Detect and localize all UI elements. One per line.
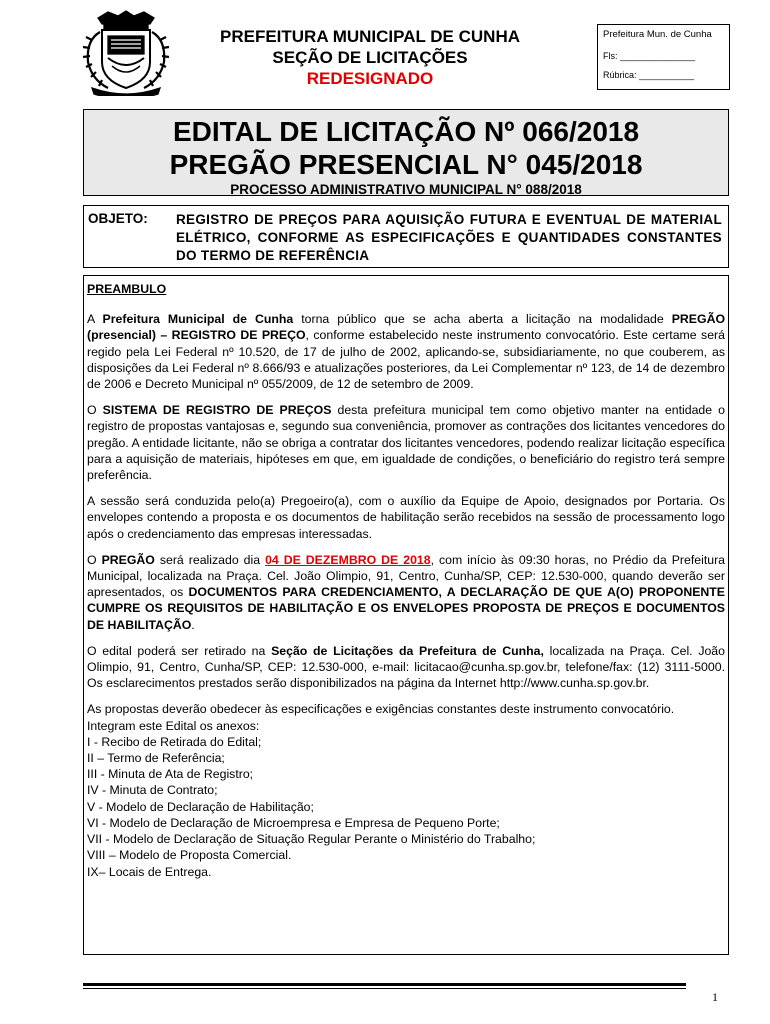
paragraph-6: As propostas deverão obedecer às especificações e exigências constantes deste instrumento convocatório.	[87, 702, 675, 717]
p1-c: torna público que se acha aberta a licitação na modalidade	[293, 312, 672, 327]
p2-b: SISTEMA DE REGISTRO DE PREÇOS	[102, 403, 332, 418]
list-item: III - Minuta de Ata de Registro;	[87, 767, 254, 782]
edital-title-box	[83, 109, 729, 196]
p2-c: desta prefeitura municipal tem como objetivo manter na entidade o registro de propostas vantajosas e, segundo sua conveniência, promover as contrações dos licitantes vencedores do pregão. A entidade licitante, não se obriga a contratar dos licitantes vencedores, podendo realizar licitação específica para a aquisição de materiais, hipóteses em que, em igualdade de condições, o beneficiário do registro terá sempre preferência.	[87, 403, 726, 483]
p5-c: localizada na Praça. Cel. João Olimpio, 91, Centro, Cunha/SP, CEP: 12.530-000, e-mail: licitacao@cunha.sp.gov.br, telefone/fax: (12) 3111-5000. Os esclarecimentos prestados serão disponibilizados na página da Internet http://www.cunha.sp.gov.br.	[87, 643, 725, 691]
paragraph-2	[87, 402, 725, 483]
objeto-box	[83, 205, 729, 268]
stamp-title: Prefeitura Mun. de Cunha	[603, 29, 712, 40]
preambulo-section	[83, 275, 729, 955]
header-line-2: SEÇÃO DE LICITAÇÕES	[272, 48, 468, 67]
list-item: V - Modelo de Declaração de Habilitação;	[87, 799, 314, 814]
footer-rule-thick	[83, 983, 686, 986]
footer-rule-thin	[83, 988, 686, 989]
protocol-stamp-box	[597, 24, 730, 90]
list-item: II – Termo de Referência;	[87, 751, 225, 766]
p4-b: PREGÃO	[101, 552, 155, 567]
municipal-crest-icon	[78, 10, 174, 96]
annex-list	[87, 734, 725, 880]
stamp-rubrica: Rúbrica: ___________	[603, 70, 695, 80]
objeto-text: REGISTRO DE PREÇOS PARA AQUISIÇÃO FUTURA E EVENTUAL DE MATERIAL ELÉTRICO, CONFORME AS ESPECIFICAÇÕES E QUANTIDADES CONSTANTES DO TERMO DE REFERÊNCIA	[176, 212, 722, 263]
paragraph-3: A sessão será conduzida pelo(a) Pregoeiro(a), com o auxílio da Equipe de Apoio, designados por Portaria. Os envelopes contendo a proposta e os documentos de habilitação serão recebidos na sessão de processamento logo após o credenciamento das empresas interessadas.	[87, 494, 725, 541]
edital-number: EDITAL DE LICITAÇÃO Nº 066/2018	[172, 116, 640, 147]
p4-f: .	[191, 617, 195, 632]
preambulo-heading: PREAMBULO	[87, 282, 167, 296]
annex-intro: Integram este Edital os anexos:	[87, 718, 260, 733]
header-line-1: PREFEITURA MUNICIPAL DE CUNHA	[219, 27, 521, 46]
p5-a: O edital poderá ser retirado na	[87, 643, 272, 658]
p1-b: Prefeitura Municipal de Cunha	[102, 312, 294, 327]
p4-a: O	[87, 552, 102, 567]
list-item: VIII – Modelo de Proposta Comercial.	[87, 848, 292, 863]
paragraph-4	[87, 552, 725, 633]
p1-d: PREGÃO (presencial) – REGISTRO DE PREÇO	[87, 312, 726, 343]
paragraph-1	[87, 311, 725, 392]
processo-number: PROCESSO ADMINISTRATIVO MUNICIPAL N° 088/2018	[230, 182, 582, 197]
header-titles	[195, 26, 545, 89]
list-item: VI - Modelo de Declaração de Microempresa e Empresa de Pequeno Porte;	[87, 815, 500, 830]
pregao-number: PREGÃO PRESENCIAL N° 045/2018	[169, 149, 643, 180]
list-item: I - Recibo de Retirada do Edital;	[87, 734, 262, 749]
redesignado-label: REDESIGNADO	[306, 69, 434, 88]
p1-e: , conforme estabelecido neste instrumento convocatório. Este certame será regido pela Lei Federal nº 10.520, de 17 de julho de 2002, aplicando-se, subsidiariamente, no que couberem, as disposições da Lei Federal nº 8.666/93 e atualizações posteriores, da Lei Complementar nº 123, de 14 de dezembro de 2006 e Decreto Municipal nº 055/2009, de 12 de setembro de 2009.	[87, 328, 725, 392]
p4-d: , com início às 09:30 horas, no Prédio da Prefeitura Municipal, localizada na Praça. Cel. João Olimpio, 91, Centro, Cunha/SP, CEP: 12.530-000, quando deverão ser apresentados, os	[87, 552, 726, 600]
p2-a: O	[87, 403, 103, 418]
stamp-fls: Fls: _______________	[603, 51, 696, 61]
paragraph-5	[87, 643, 725, 692]
session-date: 04 DE DEZEMBRO DE 2018	[265, 552, 431, 567]
list-item: VII - Modelo de Declaração de Situação Regular Perante o Ministério do Trabalho;	[87, 832, 536, 847]
objeto-label: OBJETO:	[88, 211, 148, 226]
p1-a: A	[87, 312, 103, 327]
page-number: 1	[712, 990, 718, 1004]
p4-e: DOCUMENTOS PARA CREDENCIAMENTO, A DECLARAÇÃO DE QUE A(O) PROPONENTE CUMPRE OS REQUISITOS DE HABILITAÇÃO E OS ENVELOPES PROPOSTA DE PREÇOS E DOCUMENTOS DE HABILITAÇÃO	[87, 585, 726, 632]
list-item: IX– Locais de Entrega.	[87, 864, 212, 879]
list-item: IV - Minuta de Contrato;	[87, 783, 218, 798]
p4-c: será realizado dia	[154, 552, 266, 567]
p5-b: Seção de Licitações da Prefeitura de Cunha,	[271, 643, 544, 658]
